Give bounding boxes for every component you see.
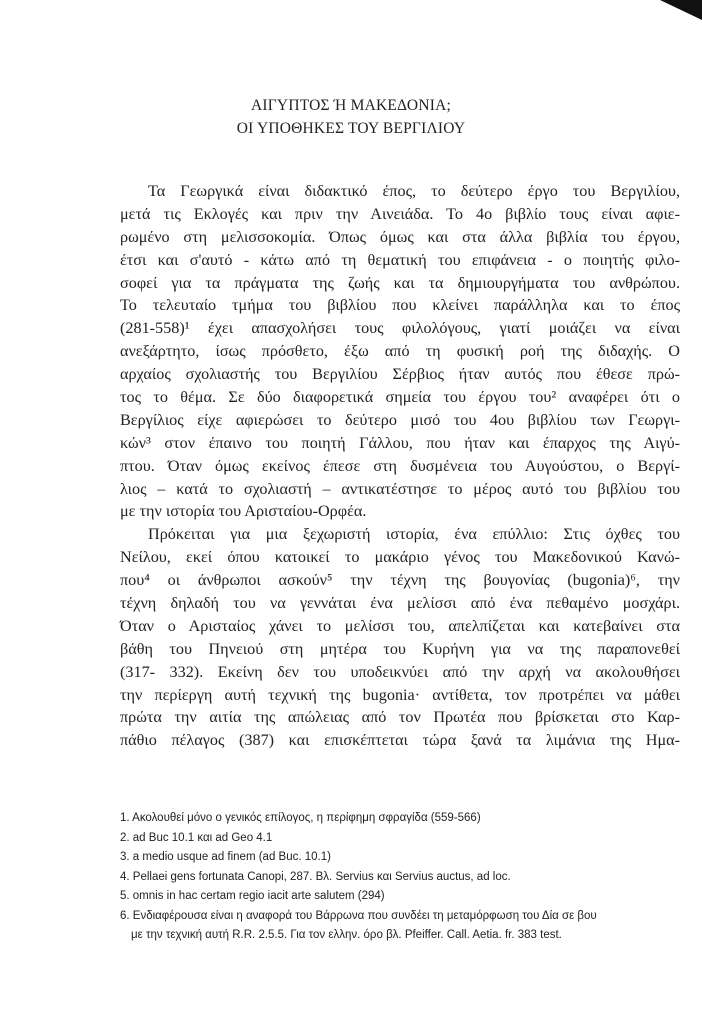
body-line: τέχνη δηλαδή του να γεννάται ένα μελίσσι από ένα πεθαμένο μοσχάρι. <box>120 594 680 613</box>
footnote-continuation: με την τεχνική αυτή R.R. 2.5.5. Για τον ελλην. όρο βλ. Pfeiffer. Call. Aetia. fr. 383 test. <box>131 929 562 941</box>
footnote: 5. omnis in hac certam regio iacit arte salutem (294) <box>120 890 385 902</box>
body-line: Βεργίλιος είχε αφιερώσει το δεύτερο μισό του 4ου βιβλίου των Γεωργι- <box>120 410 680 429</box>
footnote: 6. Ενδιαφέρουσα είναι η αναφορά του Βάρρωνα που συνδέει τη μεταμόρφωση του Δία σε βου <box>120 909 597 922</box>
body-line: Πρόκειται για μια ξεχωριστή ιστορία, ένα επύλλιο: Στις όχθες του <box>148 525 680 544</box>
body-line: έτσι και σ'αυτό - κάτω από τη θεματική του επιφάνεια - ο ποιητής φιλο- <box>120 250 680 269</box>
body-line: πάθιο πέλαγος (387) και επισκέπτεται τώρα ξανά τα λιμάνια της Ημα- <box>120 731 680 750</box>
body-line: μετά τις Εκλογές και πριν την Αινειάδα. Το 4ο βιβλίο τους είναι αφιε- <box>120 204 680 223</box>
body-line: ανεξάρτητο, ίσως πρόσθετο, έξω από τη φυσική ροή της διδαχής. Ο <box>120 342 680 361</box>
chapter-title-line-1: ΑΙΓΥΠΤΟΣ Ή ΜΑΚΕΔΟΝΙΑ; <box>251 97 451 114</box>
body-line: αρχαίος σχολιαστής του Βεργιλίου Σέρβιος ήταν αυτός που έθεσε πρώ- <box>120 365 680 384</box>
body-line: την περίεργη αυτή τεχνική της bugonia· αντίθετα, τον προτρέπει να μάθει <box>120 685 680 704</box>
body-line: (317- 332). Εκείνη δεν του υποδεικνύει από την αρχή να ακολουθήσει <box>120 662 680 681</box>
body-line: Το τελευταίο τμήμα του βιβλίου που κλείνει παράλληλα και το έπος <box>120 296 680 315</box>
body-line: που⁴ οι άνθρωποι ασκούν⁵ την τέχνη της βουγονίας (bugonia)⁶, την <box>120 571 680 590</box>
body-line: (281-558)¹ έχει απασχολήσει τους φιλολόγους, γιατί μοιάζει να είναι <box>120 319 680 338</box>
body-line: Όταν ο Αρισταίος χάνει το μελίσσι του, απελπίζεται και κατεβαίνει στα <box>120 616 680 635</box>
footnote: 4. Pellaei gens fortunata Canopi, 287. Βλ. Servius και Servius auctus, ad loc. <box>120 870 511 883</box>
footnote: 3. a medio usque ad finem (ad Buc. 10.1) <box>120 851 331 863</box>
body-line: λιος – κατά το σχολιαστή – αντικατέστησε το μέρος αυτό του βιβλίου του <box>120 479 680 498</box>
page-corner-mark <box>660 0 702 20</box>
footnotes <box>120 809 680 946</box>
body-text <box>120 180 680 752</box>
chapter-title-line-2: ΟΙ ΥΠΟΘΗΚΕΣ ΤΟΥ ΒΕΡΓΙΛΙΟΥ <box>236 120 466 137</box>
body-line: βάθη του Πηνειού στη μητέρα του Κυρήνη για να της παραπονεθεί <box>120 639 680 658</box>
footnote: 1. Ακολουθεί μόνο ο γενικός επίλογος, η περίφημη σφραγίδα (559-566) <box>120 812 481 824</box>
footnote: 2. ad Buc 10.1 και ad Geo 4.1 <box>120 831 273 844</box>
body-line: Νείλου, εκεί όπου κατοικεί το μακάριο γένος του Μακεδονικού Κανώ- <box>120 548 680 567</box>
body-line: Τα Γεωργικά είναι διδακτικό έπος, το δεύτερο έργο του Βεργιλίου, <box>148 182 680 200</box>
body-line: με την ιστορία του Αρισταίου-Ορφέα. <box>120 502 367 521</box>
chapter-title <box>0 94 702 140</box>
body-line: πτου. Όταν όμως εκείνος έπεσε στη δυσμένεια του Αυγούστου, ο Βεργί- <box>120 456 680 475</box>
body-line: πρώτα την αιτία της απώλειας από τον Πρωτέα που βρίσκεται στο Καρ- <box>120 708 680 727</box>
body-line: κών³ στον έπαινο του ποιητή Γάλλου, που ήταν και έπαρχος της Αιγύ- <box>120 433 680 452</box>
body-line: ρωμένο στη μελισσοκομία. Όπως όμως και στα άλλα βιβλία του έργου, <box>120 227 680 246</box>
body-line: τος το θέμα. Σε δύο διαφορετικά σημεία του έργου του² αναφέρει ότι ο <box>120 388 680 407</box>
body-line: σοφεί για τα πράγματα της ζωής και τα δημιουργήματα του ανθρώπου. <box>120 273 680 292</box>
